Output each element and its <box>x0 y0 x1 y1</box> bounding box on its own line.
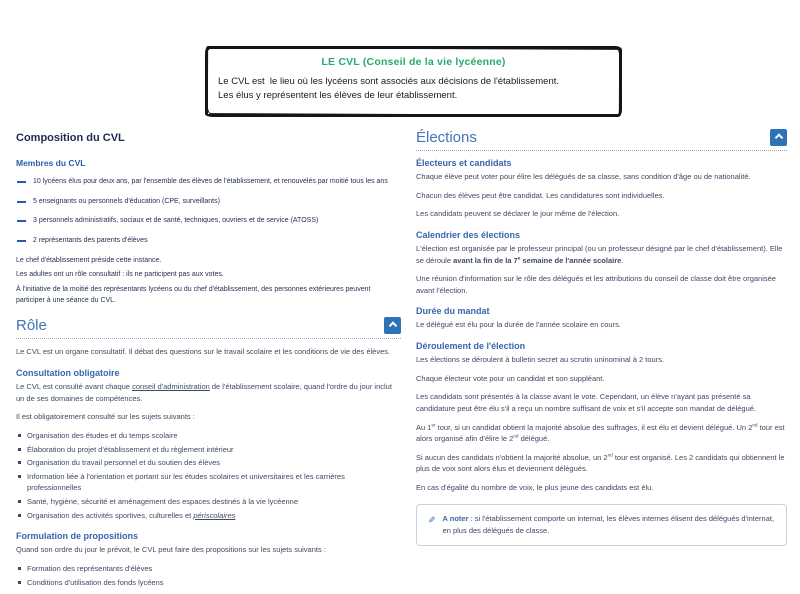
propositions-intro: Quand son ordre du jour le prévoit, le CVL peut faire des propositions sur les sujets suivants : <box>16 545 326 555</box>
list-item: Organisation du travail personnel et du soutien des élèves <box>16 457 401 468</box>
members-list <box>16 177 401 246</box>
cvl-intro-title: LE CVL (Conseil de la vie lycéenne) <box>321 56 506 68</box>
electeurs-p3: Les candidats peuvent se déclarer le jour même de l'élection. <box>416 209 620 219</box>
periscolaires-link[interactable]: périscolaires <box>193 510 236 520</box>
chevron-up-icon <box>388 322 396 330</box>
subjects-list <box>16 430 401 521</box>
electeurs-heading: Électeurs et candidats <box>416 158 512 168</box>
deroulement-p3: Les candidats sont présentés à la classe avant le vote. Cependant, un élève n'ayant pas présenté sa candidature peut être élu s'il a reçu un nombre suffisant de voix et s'il accepte son mandat de délégué. <box>416 392 757 413</box>
deroulement-p1: Les élections se déroulent à bulletin secret au scrutin uninominal à 2 tours. <box>416 355 665 364</box>
propositions-list <box>16 563 401 588</box>
deroulement-p5: Si aucun des candidats n'obtient la majorité absolue, un 2nd tour est organisé. Les 2 candidats qui obtiennent le plus de voix sont alors élus et deviennent délégués. <box>416 452 785 474</box>
calendrier-heading: Calendrier des élections <box>416 229 521 240</box>
list-item: Information liée à l'orientation et portant sur les études scolaires et universitaires et les carrières professionnelles <box>16 471 401 494</box>
deroulement-p4: Au 1er tour, si un candidat obtient la majorité absolue des suffrages, il est élu et devient délégué. Un 2nd tour est alors organisé afin d'élire le 2nd délégué. <box>416 422 785 444</box>
elections-section-header <box>416 129 787 146</box>
cvl-intro-box <box>205 46 622 117</box>
list-item: Formation des représentants d'élèves <box>16 563 401 574</box>
role-collapse-button[interactable] <box>384 317 401 334</box>
list-item: Conditions d'utilisation des fonds lycéens <box>16 577 401 588</box>
list-item: Santé, hygiène, sécurité et aménagement des espaces destinés à la vie lycéenne <box>16 496 401 507</box>
deroulement-p6: En cas d'égalité du nombre de voix, le plus jeune des candidats est élu. <box>416 483 654 492</box>
elections-heading: Élections <box>416 129 477 146</box>
list-item: 5 enseignants ou personnels d'éducation (CPE, surveillants) <box>16 197 401 208</box>
note-line: À l'initiative de la moitié des représentants lycéens ou du chef d'établissement, des personnes extérieures peuvent participer à une séance du CVL. <box>16 285 371 304</box>
chevron-up-icon <box>774 133 782 141</box>
note-text: A noter : si l'établissement comporte un internat, les élèves internes élisent des délégués d'internat, en plus des délégués de classe. <box>442 513 775 535</box>
elections-collapse-button[interactable] <box>770 129 787 146</box>
divider <box>16 338 401 339</box>
deroulement-heading: Déroulement de l'élection <box>416 341 526 351</box>
right-column <box>416 127 787 594</box>
electeurs-p2: Chacun des élèves peut être candidat. Les candidatures sont individuelles. <box>416 190 665 200</box>
role-heading: Rôle <box>16 317 47 335</box>
electeurs-p1: Chaque élève peut voter pour élire les délégués de sa classe, sans condition d'âge ou de nationalité. <box>416 172 751 181</box>
cvl-intro-line1: Le CVL est le lieu où les lycéens sont associés aux décisions de l'établissement. <box>218 76 560 87</box>
calendrier-p1: L'élection est organisée par le professeur principal (ou un professeur désigné par le chef d'établissement). Elle se déroule avant la fin de la 7e semaine de l'année scolaire. <box>416 243 783 265</box>
pencil-icon: ✎ <box>428 514 436 525</box>
note-line: Le chef d'établissement préside cette instance. <box>16 257 162 264</box>
list-item: Organisation des activités sportives, culturelles et périscolaires <box>16 510 401 521</box>
role-section-header <box>16 317 401 334</box>
divider <box>416 150 787 151</box>
left-column <box>16 127 401 594</box>
list-item: 2 représentants des parents d'élèves <box>16 236 401 247</box>
list-item: Élaboration du projet d'établissement et du règlement intérieur <box>16 444 401 455</box>
consultation-paragraph: Le CVL est consulté avant chaque conseil d'administration de l'établissement scolaire, quand l'ordre du jour inclut un de ses domaines de compétences. <box>16 382 392 403</box>
role-intro: Le CVL est un organe consultatif. Il débat des questions sur le travail scolaire et les conditions de vie des élèves. <box>16 347 391 357</box>
list-item: 10 lycéens élus pour deux ans, par l'ensemble des élèves de l'établissement, et renouvelés par moitié tous les ans <box>16 177 401 188</box>
deroulement-p2: Chaque électeur vote pour un candidat et son suppléant. <box>416 373 605 383</box>
content-columns <box>16 127 787 594</box>
list-item: 3 personnels administratifs, sociaux et de santé, techniques, ouvriers et de service (ATOSS) <box>16 216 401 227</box>
composition-title: Composition du CVL <box>16 132 125 144</box>
conseil-administration-link[interactable]: conseil d'administration <box>132 382 210 391</box>
subjects-intro: Il est obligatoirement consulté sur les sujets suivants : <box>16 412 195 422</box>
list-item: Organisation des études et du temps scolaire <box>16 430 401 441</box>
note-line: Les adultes ont un rôle consultatif : ils ne participent pas aux votes. <box>16 271 224 279</box>
propositions-heading: Formulation de propositions <box>16 531 138 542</box>
consultation-heading: Consultation obligatoire <box>16 368 120 378</box>
duree-heading: Durée du mandat <box>416 306 490 317</box>
note-callout <box>416 504 787 546</box>
duree-p: Le délégué est élu pour la durée de l'année scolaire en cours. <box>416 320 621 330</box>
composition-notes <box>16 256 401 306</box>
cvl-intro-line2: Les élus y représentent les élèves de leur établissement. <box>218 90 458 102</box>
members-heading: Membres du CVL <box>16 158 86 168</box>
calendrier-p2: Une réunion d'information sur le rôle des délégués et les attributions du conseil de classe doit être organisée avant l'élection. <box>416 274 776 295</box>
